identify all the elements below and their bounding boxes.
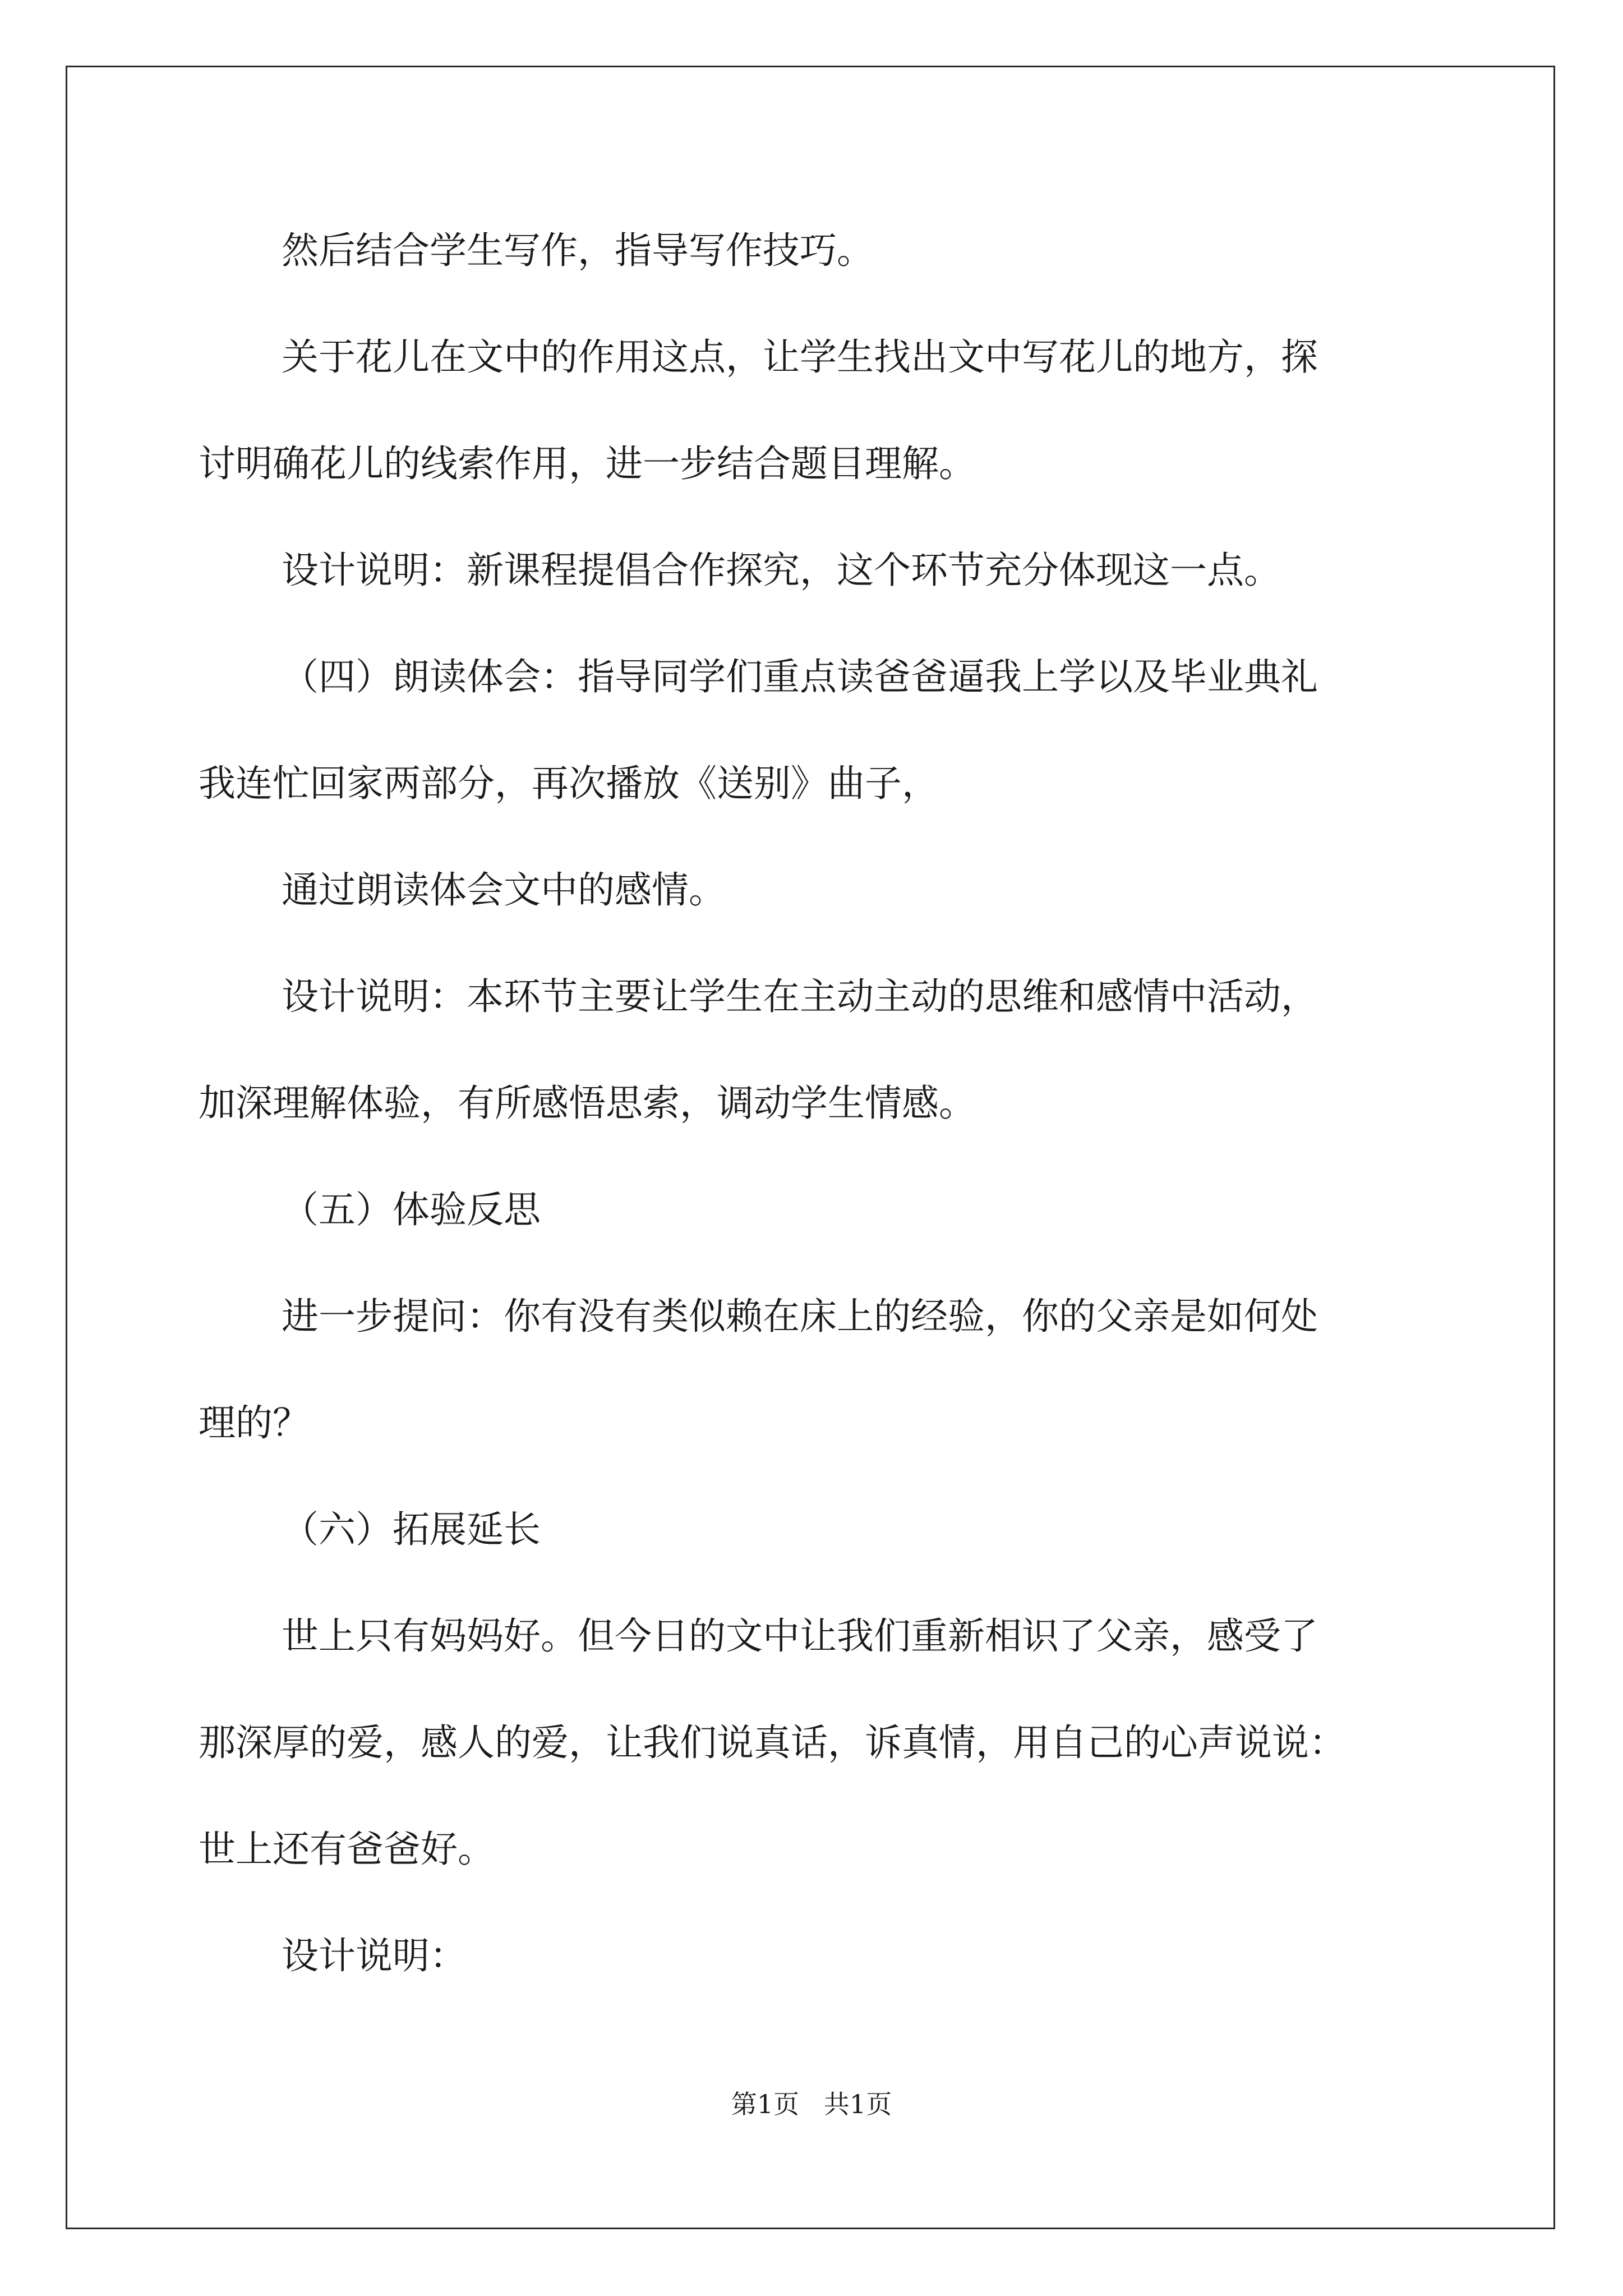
paragraph-line: 讨明确花儿的线索作用，进一步结合题目理解。	[199, 442, 976, 485]
paragraph-line: 设计说明：	[282, 1934, 467, 1977]
paragraph-line: 关于花儿在文中的作用这点，让学生找出文中写花儿的地方，探	[282, 335, 1318, 379]
paragraph-line: 进一步提问：你有没有类似赖在床上的经验，你的父亲是如何处	[282, 1295, 1318, 1338]
paragraph-line: 通过朗读体会文中的感情。	[282, 868, 726, 912]
paragraph-line: 我连忙回家两部分，再次播放《送别》曲子，	[199, 762, 939, 805]
paragraph-line: 设计说明：本环节主要让学生在主动主动的思维和感情中活动，	[282, 975, 1318, 1018]
page-border	[66, 66, 1555, 2229]
section-heading: （五）体验反思	[282, 1188, 541, 1231]
paragraph-line: 设计说明：新课程提倡合作探究，这个环节充分体现这一点。	[282, 549, 1281, 592]
paragraph-line: 世上还有爸爸好。	[199, 1828, 495, 1871]
paragraph-line: 加深理解体验，有所感悟思索，调动学生情感。	[199, 1082, 976, 1125]
paragraph-line: 理的？	[199, 1401, 310, 1444]
paragraph-line: 那深厚的爱，感人的爱，让我们说真话，诉真情，用自己的心声说说：	[199, 1721, 1346, 1764]
section-heading: （六）拓展延长	[282, 1508, 541, 1551]
paragraph-line: 世上只有妈妈好。但今日的文中让我们重新相识了父亲，感受了	[282, 1614, 1318, 1658]
page-footer: 第1页 共1页	[731, 2089, 892, 2119]
paragraph-line: 然后结合学生写作，指导写作技巧。	[282, 229, 874, 272]
paragraph-line: （四）朗读体会：指导同学们重点读爸爸逼我上学以及毕业典礼	[282, 655, 1318, 698]
